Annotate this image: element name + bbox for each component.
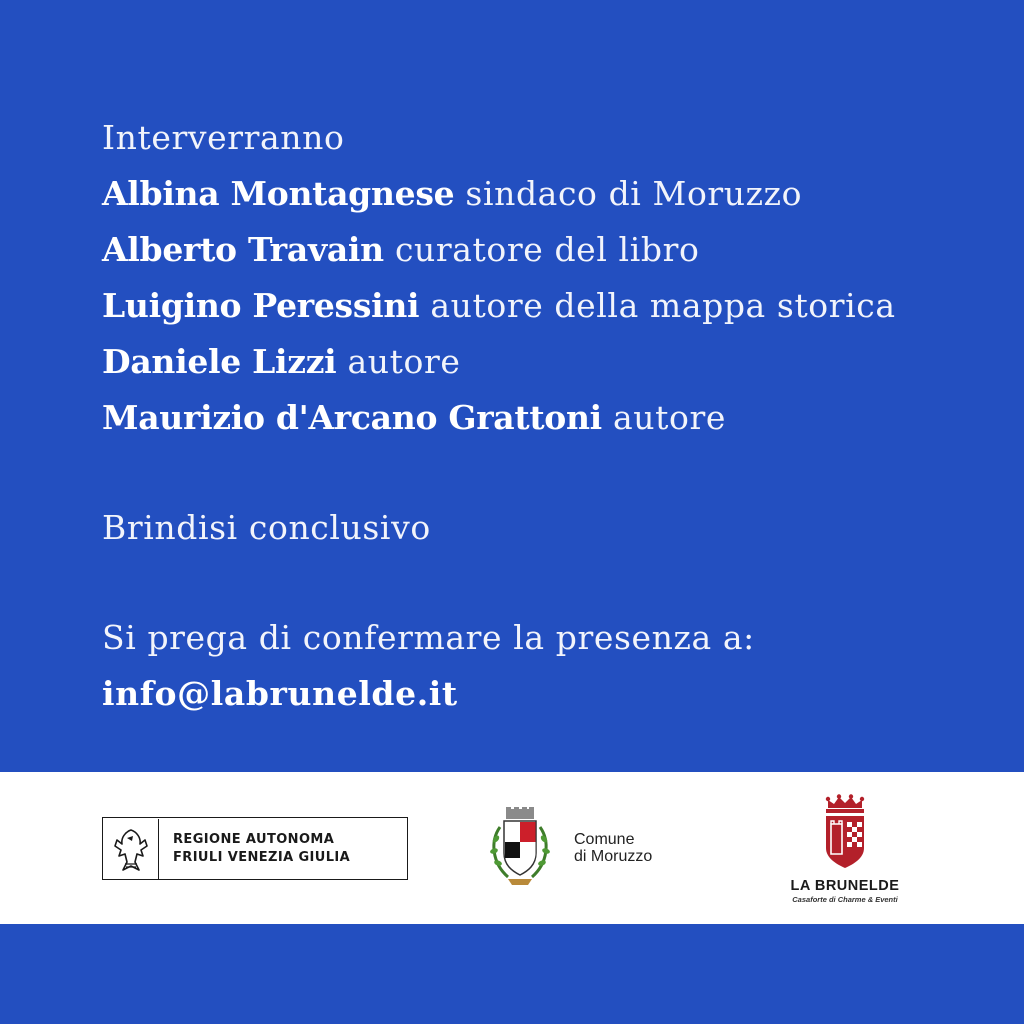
region-line-2: FRIULI VENEZIA GIULIA <box>173 849 351 865</box>
speaker-name: Luigino Peressini <box>102 286 420 325</box>
speaker-name: Maurizio d'Arcano Grattoni <box>102 398 602 437</box>
comune-line-1: Comune <box>574 831 635 848</box>
speaker-role: sindaco di Moruzzo <box>465 174 803 213</box>
region-line-1: REGIONE AUTONOMA <box>173 831 335 847</box>
speaker-role: autore <box>613 398 726 437</box>
invitation-text <box>102 110 982 722</box>
castle-crest-icon <box>820 794 870 870</box>
brunelde-tagline: Casaforte di Charme & Eventi <box>792 895 898 904</box>
brunelde-logo <box>770 794 920 904</box>
speaker-role: curatore del libro <box>394 230 700 269</box>
speaker-name: Daniele Lizzi <box>102 342 337 381</box>
comune-name <box>574 831 652 865</box>
speaker-line <box>102 222 982 278</box>
speaker-line <box>102 334 982 390</box>
rsvp-text: Si prega di confermare la presenza a: <box>102 618 755 657</box>
comune-line-2: di Moruzzo <box>574 848 653 865</box>
speaker-line <box>102 390 982 446</box>
closing-text: Brindisi conclusivo <box>102 508 431 547</box>
region-logo <box>102 817 408 880</box>
intro-text: Interverranno <box>102 118 345 157</box>
speaker-role: autore <box>347 342 461 381</box>
speaker-role: autore della mappa storica <box>430 286 896 325</box>
region-name <box>159 831 350 867</box>
sponsor-footer <box>0 772 1024 924</box>
eagle-icon <box>103 819 159 879</box>
speaker-line <box>102 166 982 222</box>
speaker-name: Albina Montagnese <box>102 174 455 213</box>
coat-of-arms-icon <box>486 805 554 891</box>
comune-logo <box>486 805 652 891</box>
email-link[interactable]: info@labrunelde.it <box>102 674 458 713</box>
speaker-line <box>102 278 982 334</box>
brunelde-name: LA BRUNELDE <box>790 878 900 894</box>
speaker-name: Alberto Travain <box>102 230 384 269</box>
